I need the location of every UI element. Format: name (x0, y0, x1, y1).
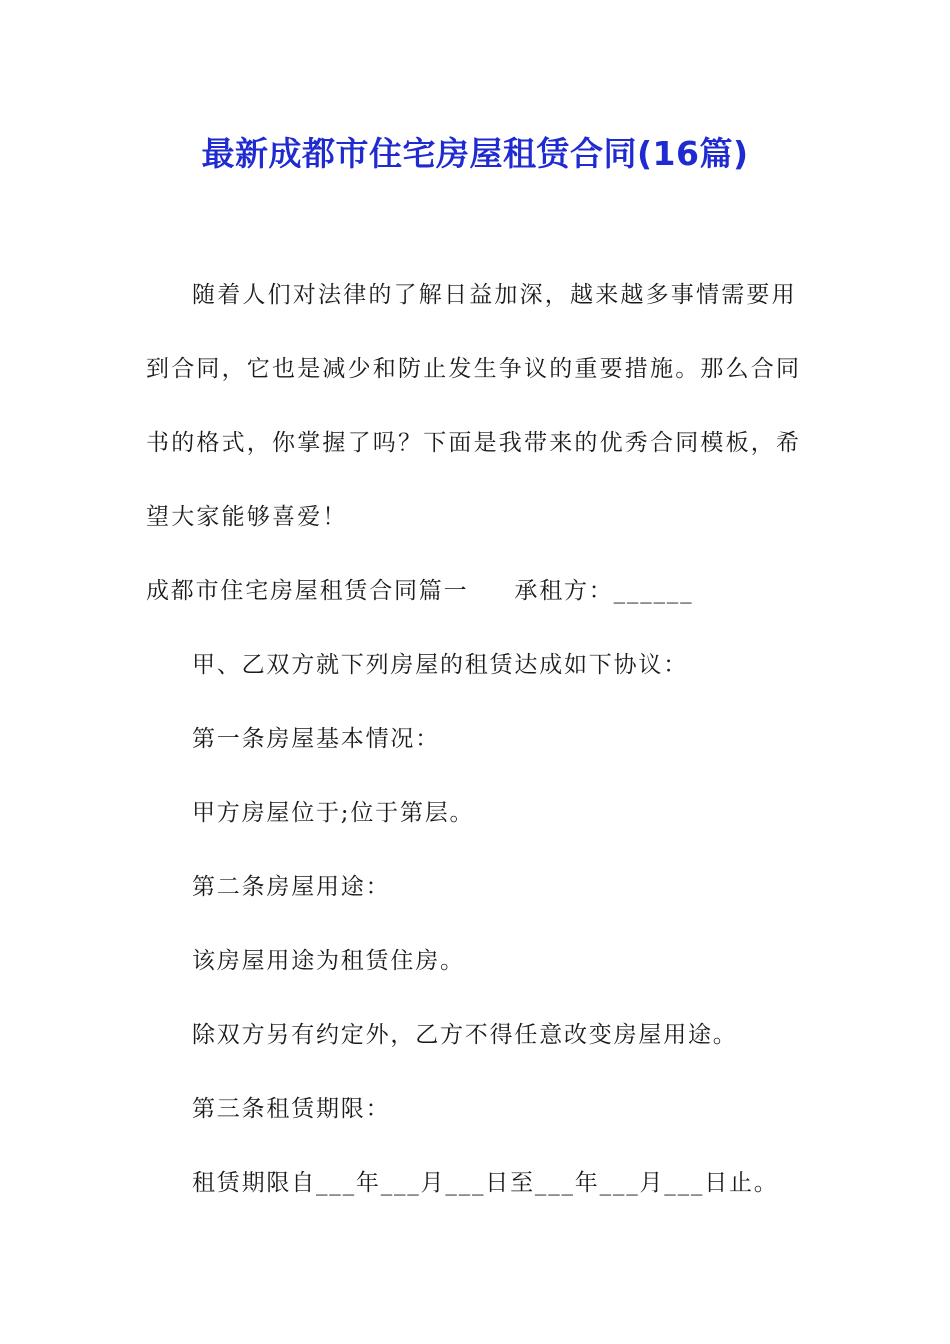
paragraph: 甲、乙双方就下列房屋的租赁达成如下协议： (192, 652, 688, 678)
lessee-label: 承租方：______ (514, 578, 694, 604)
section-heading: 成都市住宅房屋租赁合同篇一 (146, 578, 469, 604)
paragraph: 甲方房屋位于;位于第层。 (192, 800, 475, 826)
paragraph: 第三条租赁期限： (192, 1096, 391, 1122)
paragraph: 第二条房屋用途： (192, 874, 391, 900)
paragraph: 除双方另有约定外，乙方不得任意改变房屋用途。 (192, 1022, 738, 1048)
paragraph: 该房屋用途为租赁住房。 (192, 948, 465, 974)
paragraph: 租赁期限自___年___月___日至___年___月___日止。 (192, 1170, 779, 1196)
section-heading-line (146, 554, 806, 628)
document-title: 最新成都市住宅房屋租赁合同(16篇) (201, 134, 749, 173)
document-body (146, 258, 806, 1220)
paragraph: 第一条房屋基本情况： (192, 726, 440, 752)
intro-paragraph: 随着人们对法律的了解日益加深，越来越多事情需要用到合同，它也是减少和防止发生争议的重要措施。那么合同书的格式，你掌握了吗？下面是我带来的优秀合同模板，希望大家能够喜爱！ (146, 282, 802, 530)
